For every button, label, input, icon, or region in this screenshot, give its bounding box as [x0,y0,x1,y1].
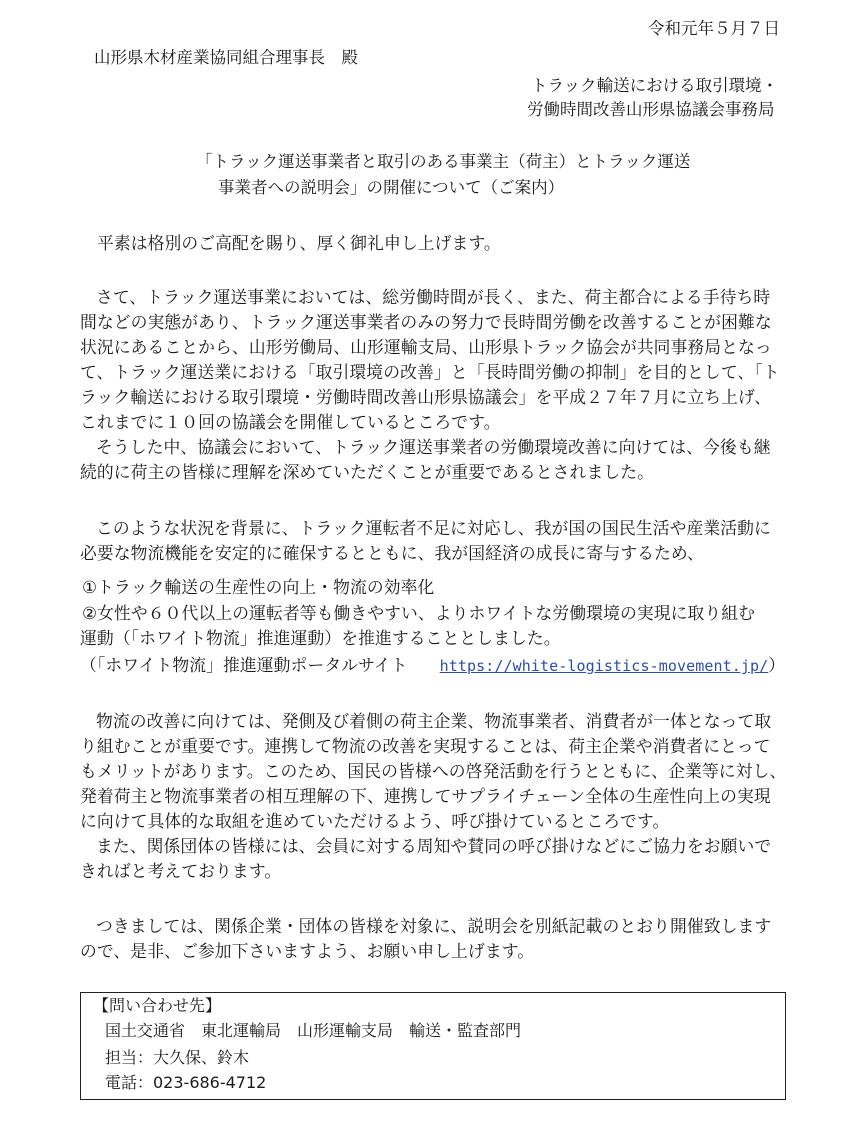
sender-line-2: 労働時間改善山形県協議会事務局 [527,100,775,119]
portal-site-line [80,655,785,676]
paragraph-3-line: もメリットがあります。このため、国民の皆様への啓発活動を行うとともに、企業等に対し、 [80,761,787,781]
paragraph-3-line: また、関係団体の皆様には、会員に対する周知や賛同の呼び掛けなどにご協力をお願いで [96,836,772,856]
paragraph-3-line: り組むことが重要です。連携して物流の改善を実現することは、荷主企業や消費者にとって [80,736,771,756]
paragraph-2-line: ①トラック輸送の生産性の向上・物流の効率化 [82,577,435,597]
paragraph-2-line: 運動（「ホワイト物流」推進運動）を推進することとしました。 [80,628,561,648]
paragraph-1-line: これまでに１０回の協議会を開催しているところです。 [80,412,501,432]
document-title-line-2: 事業者への説明会」の開催について（ご案内） [218,178,565,197]
paragraph-1-line: 続的に荷主の皆様に理解を深めていただくことが重要であるとされました。 [80,462,654,482]
paragraph-1-line: さて、トラック運送事業においては、総労働時間が長く、また、荷主都合による手待ち時 [96,287,771,307]
paragraph-1-line: ラック輸送における取引環境・労働時間改善山形県協議会」を平成２７年７月に立ち上げ、 [80,387,772,407]
paragraph-2-line: ②女性や６０代以上の運転者等も働きやすい、よりホワイトな労働環境の実現に取り組む [82,603,756,623]
contact-phone: 電話：023-686-4712 [105,1073,267,1092]
paragraph-3-line: 物流の改善に向けては、発側及び着側の荷主企業、物流事業者、消費者が一体となって取 [96,711,772,731]
paragraph-3-line: 発着荷主と物流事業者の相互理解の下、連携してサプライチェーン全体の生産性向上の実現 [80,786,771,806]
document-date: 令和元年５月７日 [648,19,780,38]
portal-site-label: （「ホワイト物流」推進運動ポータルサイト [80,655,408,675]
recipient: 山形県木材産業協同組合理事長 殿 [94,48,358,67]
paragraph-2-line: このような状況を背景に、トラック運転者不足に対応し、我が国の国民生活や産業活動に [96,518,771,538]
paragraph-1-line: 状況にあることから、山形労働局、山形運輸支局、山形県トラック協会が共同事務局となっ [80,337,772,357]
contact-person: 担当：大久保、鈴木 [105,1048,250,1067]
paragraph-4-line: ので、是非、ご参加下さいますよう、お願い申し上げます。 [80,941,535,961]
portal-site-close: ） [768,655,786,675]
paragraph-2-line: 必要な物流機能を安定的に確保するとともに、我が国経済の成長に寄与するため、 [80,543,704,563]
contact-box [80,992,786,1100]
paragraph-1-line: 間などの実態があり、トラック運送事業者のみの努力で長時間労働を改善することが困難な [80,312,772,332]
paragraph-1-line: て、トラック運送業における「取引環境の改善」と「長時間労働の抑制」を目的として、「ト [80,362,780,382]
contact-organization: 国土交通省 東北運輸局 山形運輸支局 輸送・監査部門 [105,1021,522,1040]
paragraph-3-line: きればと考えております。 [80,861,282,881]
portal-site-link[interactable]: https://white-logistics-movement.jp/ [439,657,769,675]
paragraph-1-line: そうした中、協議会において、トラック運送事業者の労働環境改善に向けては、今後も継 [96,437,771,457]
contact-heading: 【問い合わせ先】 [93,996,222,1015]
document-title-line-1: 「トラック運送事業者と取引のある事業主（荷主）とトラック運送 [196,152,691,171]
paragraph-3-line: に向けて具体的な取組を進めていただけるよう、呼び掛けているところです。 [80,811,670,831]
sender-line-1: トラック輸送における取引環境・ [531,76,779,95]
paragraph-4-line: つきましては、関係企業・団体の皆様を対象に、説明会を別紙記載のとおり開催致します [96,916,772,936]
greeting: 平素は格別のご高配を賜り、厚く御礼申し上げます。 [97,233,501,253]
